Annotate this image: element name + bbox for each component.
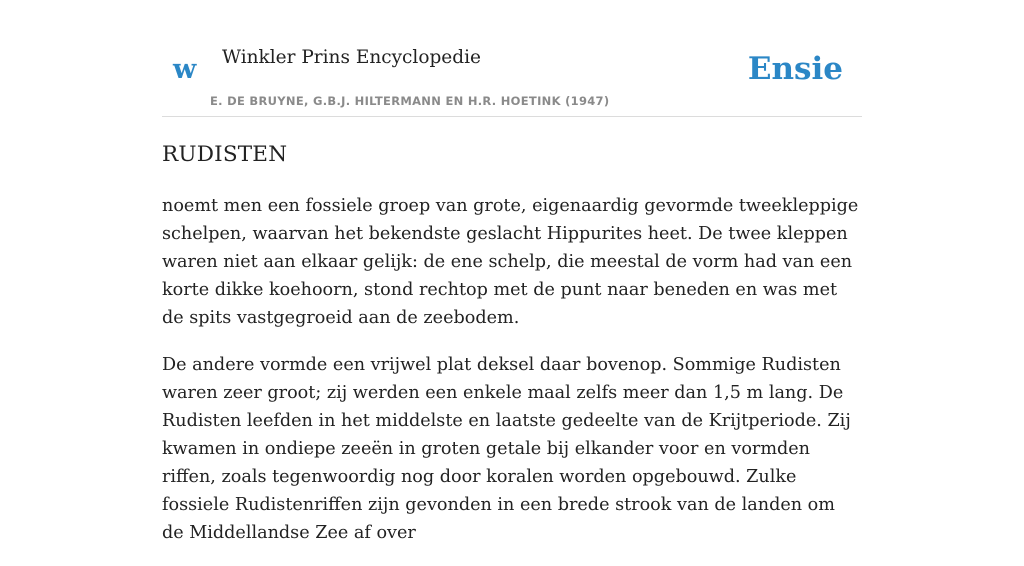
article-paragraph-1: noemt men een fossiele groep van grote, eigenaardig gevormde tweekleppige schelpen, waarvan het bekendste geslacht Hippurites heet. De twee kleppen waren niet aan elkaar gelijk: de ene schelp, die meestal de vorm had van een korte dikke koehoorn, stond rechtop met de punt naar beneden en was met de spits vastgegroeid aan de zeebodem. xyxy=(162,196,859,328)
article-title: RUDISTEN xyxy=(162,142,288,167)
book-title-link[interactable]: Winkler Prins Encyclopedie xyxy=(222,47,481,68)
article-body xyxy=(162,192,862,566)
page-header xyxy=(162,0,862,117)
article-paragraph-2: De andere vormde een vrijwel plat deksel daar bovenop. Sommige Rudisten waren zeer groot; zij werden een enkele maal zelfs meer dan 1,5 m lang. De Rudisten leefden in het middelste en laatste gedeelte van de Krijtperiode. Zij kwamen in ondiepe zeeën in groten getale bij elkander voor en vormden riffen, zoals tegenwoordig nog door koralen worden opgebouwd. Zulke fossiele Rudistenriffen zijn gevonden in een brede strook van de landen om de Middellandse Zee af over xyxy=(162,355,851,543)
authors-line: E. DE BRUYNE, G.B.J. HILTERMANN EN H.R. HOETINK (1947) xyxy=(210,94,610,108)
ensie-brand-logo[interactable]: Ensie xyxy=(747,51,843,87)
winkler-prins-logo[interactable]: w xyxy=(173,54,197,85)
